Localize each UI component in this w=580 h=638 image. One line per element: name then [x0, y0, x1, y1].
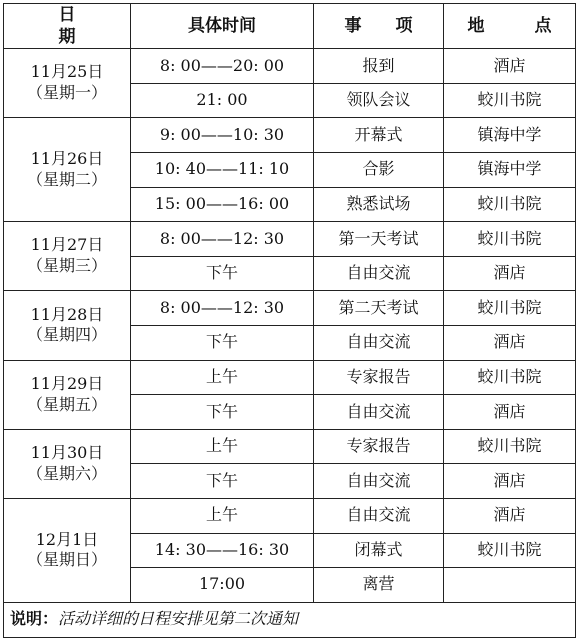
place-cell: 蛟川书院 [444, 429, 576, 464]
place-cell: 蛟川书院 [444, 360, 576, 395]
weekday-text: （星期三） [26, 256, 107, 276]
time-cell: 下午 [131, 395, 314, 430]
schedule-table [3, 3, 576, 638]
header-event: 事 项 [314, 4, 444, 49]
schedule-body [4, 49, 576, 603]
date-cell [4, 429, 131, 498]
place-cell: 蛟川书院 [444, 83, 576, 118]
time-cell: 下午 [131, 464, 314, 499]
event-cell: 自由交流 [314, 325, 444, 360]
time-cell: 上午 [131, 360, 314, 395]
schedule-row [4, 222, 576, 257]
weekday-text: （星期一） [26, 83, 107, 103]
time-cell: 15: 00——16: 00 [131, 187, 314, 222]
event-cell: 领队会议 [314, 83, 444, 118]
schedule-row [4, 360, 576, 395]
time-cell: 8: 00——12: 30 [131, 222, 314, 257]
event-cell: 专家报告 [314, 429, 444, 464]
event-cell: 自由交流 [314, 464, 444, 499]
place-cell: 镇海中学 [444, 152, 576, 187]
place-cell: 酒店 [444, 49, 576, 84]
date-text: 12月1日 [35, 529, 99, 549]
place-cell: 蛟川书院 [444, 187, 576, 222]
time-cell: 21: 00 [131, 83, 314, 118]
place-cell: 酒店 [444, 256, 576, 291]
note-text: 活动详细的日程安排见第二次通知 [58, 609, 299, 629]
date-cell [4, 291, 131, 360]
event-cell: 自由交流 [314, 498, 444, 533]
date-cell [4, 222, 131, 291]
weekday-text: （星期六） [26, 463, 107, 483]
time-cell: 下午 [131, 256, 314, 291]
date-text: 11月27日 [30, 235, 104, 255]
place-cell: 酒店 [444, 498, 576, 533]
schedule-row [4, 118, 576, 153]
header-date: 日 期 [4, 4, 131, 49]
event-cell: 第二天考试 [314, 291, 444, 326]
event-cell: 专家报告 [314, 360, 444, 395]
time-cell: 下午 [131, 325, 314, 360]
event-cell: 闭幕式 [314, 533, 444, 568]
date-cell [4, 498, 131, 602]
note-label: 说明： [10, 609, 59, 629]
date-text: 11月25日 [30, 62, 104, 82]
time-cell: 上午 [131, 498, 314, 533]
event-cell: 自由交流 [314, 256, 444, 291]
time-cell: 8: 00——12: 30 [131, 291, 314, 326]
event-cell: 熟悉试场 [314, 187, 444, 222]
event-cell: 第一天考试 [314, 222, 444, 257]
event-cell: 离营 [314, 568, 444, 603]
time-cell: 9: 00——10: 30 [131, 118, 314, 153]
time-cell: 17:00 [131, 568, 314, 603]
event-cell: 合影 [314, 152, 444, 187]
weekday-text: （星期二） [26, 169, 107, 189]
header-time: 具体时间 [131, 4, 314, 49]
time-cell: 上午 [131, 429, 314, 464]
place-cell: 蛟川书院 [444, 222, 576, 257]
place-cell: 蛟川书院 [444, 533, 576, 568]
event-cell: 自由交流 [314, 395, 444, 430]
weekday-text: （星期五） [26, 394, 107, 414]
schedule-row [4, 291, 576, 326]
schedule-row [4, 498, 576, 533]
event-cell: 开幕式 [314, 118, 444, 153]
header-row [4, 4, 576, 49]
place-cell: 镇海中学 [444, 118, 576, 153]
note-cell [4, 602, 576, 637]
date-text: 11月26日 [30, 148, 104, 168]
place-cell: 酒店 [444, 464, 576, 499]
place-cell: 蛟川书院 [444, 291, 576, 326]
weekday-text: （星期日） [26, 550, 107, 570]
time-cell: 8: 00——20: 00 [131, 49, 314, 84]
weekday-text: （星期四） [26, 325, 107, 345]
date-cell [4, 118, 131, 222]
date-cell [4, 360, 131, 429]
schedule-row [4, 429, 576, 464]
event-cell: 报到 [314, 49, 444, 84]
date-text: 11月29日 [30, 373, 104, 393]
place-cell: 酒店 [444, 395, 576, 430]
place-cell [444, 568, 576, 603]
date-text: 11月30日 [30, 443, 104, 463]
header-place: 地 点 [444, 4, 576, 49]
time-cell: 10: 40——11: 10 [131, 152, 314, 187]
place-cell: 酒店 [444, 325, 576, 360]
note-row [4, 602, 576, 637]
date-cell [4, 49, 131, 118]
time-cell: 14: 30——16: 30 [131, 533, 314, 568]
date-text: 11月28日 [30, 304, 104, 324]
schedule-row [4, 49, 576, 84]
